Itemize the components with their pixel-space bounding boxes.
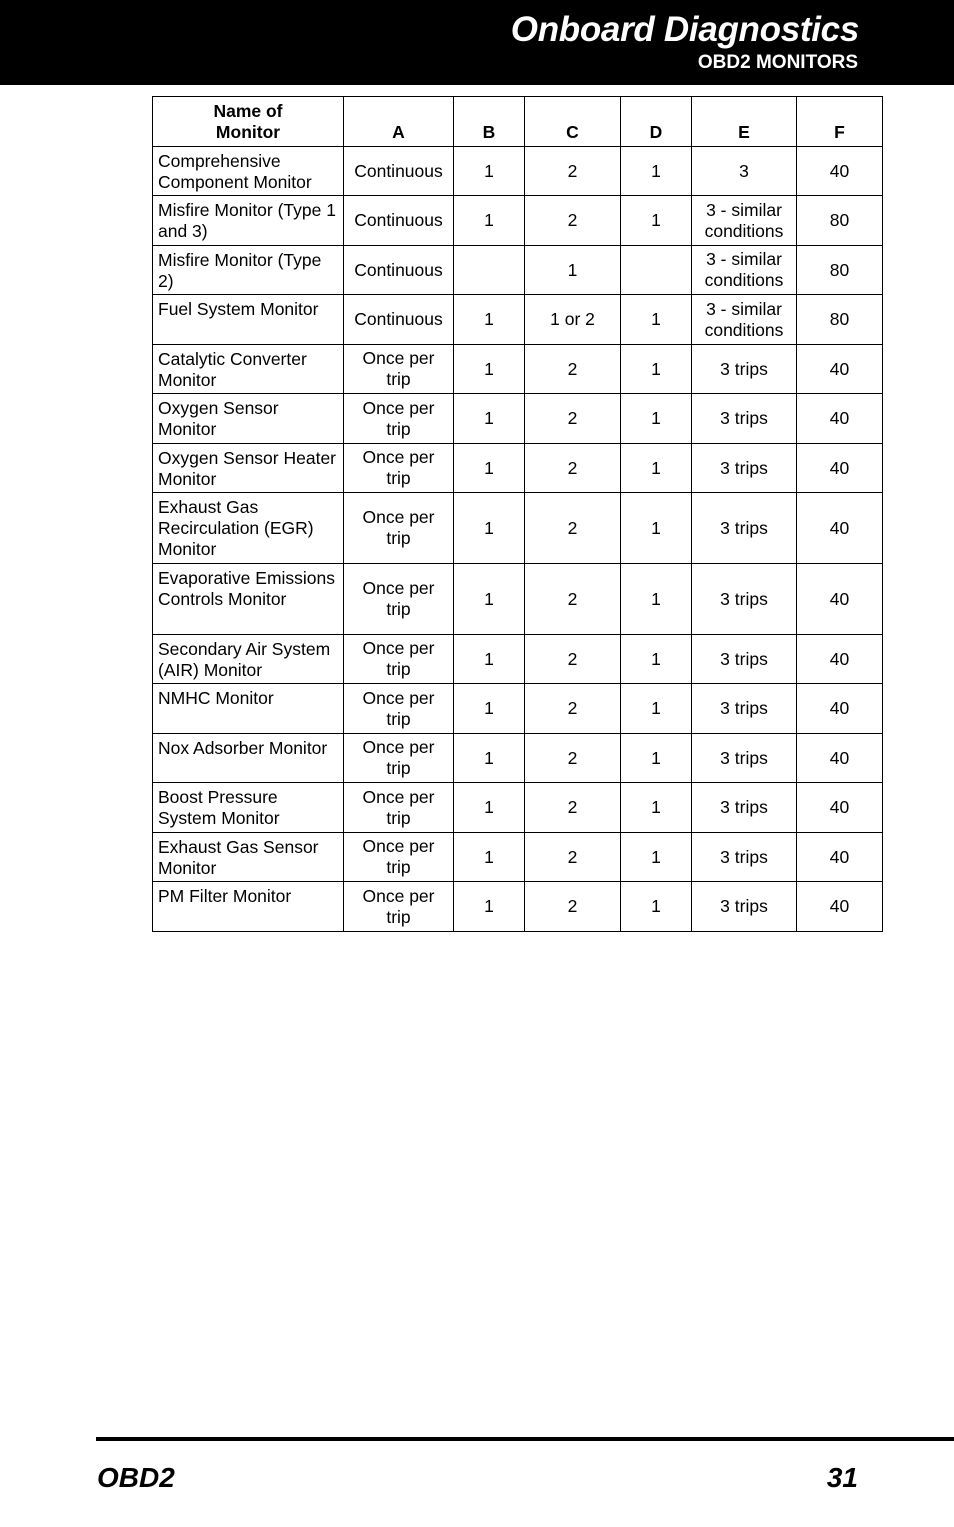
cell-monitor-name: Catalytic Converter Monitor	[153, 345, 344, 394]
table-row	[153, 684, 883, 734]
cell-col-e: 3 trips	[692, 684, 797, 734]
cell-col-e: 3 trips	[692, 493, 797, 564]
cell-col-d	[621, 246, 692, 295]
cell-col-b	[454, 246, 525, 295]
cell-col-c: 2	[525, 394, 621, 444]
cell-col-c: 2	[525, 564, 621, 635]
cell-col-e: 3 trips	[692, 564, 797, 635]
cell-col-b: 1	[454, 345, 525, 394]
cell-monitor-name: Oxygen Sensor Monitor	[153, 394, 344, 444]
footer-label: OBD2	[97, 1462, 175, 1493]
cell-col-d: 1	[621, 882, 692, 932]
column-header-c: C	[525, 97, 621, 147]
cell-col-b: 1	[454, 493, 525, 564]
table-row	[153, 196, 883, 246]
table-row	[153, 493, 883, 564]
cell-col-c: 1 or 2	[525, 295, 621, 345]
cell-col-e: 3 trips	[692, 882, 797, 932]
cell-col-d: 1	[621, 394, 692, 444]
table-row	[153, 734, 883, 783]
page-title: Onboard Diagnostics	[510, 10, 859, 49]
cell-monitor-name: Boost Pressure System Monitor	[153, 783, 344, 833]
column-header-d: D	[621, 97, 692, 147]
cell-col-b: 1	[454, 635, 525, 684]
cell-col-b: 1	[454, 734, 525, 783]
table-row	[153, 783, 883, 833]
cell-monitor-name: Nox Adsorber Monitor	[153, 734, 344, 783]
cell-col-c: 2	[525, 635, 621, 684]
cell-col-b: 1	[454, 444, 525, 493]
cell-col-a: Once per trip	[344, 635, 454, 684]
cell-monitor-name: Secondary Air System (AIR) Monitor	[153, 635, 344, 684]
cell-col-a: Once per trip	[344, 493, 454, 564]
cell-col-e: 3 - similar conditions	[692, 196, 797, 246]
cell-col-b: 1	[454, 295, 525, 345]
cell-col-f: 40	[797, 564, 883, 635]
cell-col-f: 40	[797, 882, 883, 932]
cell-col-b: 1	[454, 564, 525, 635]
table-row	[153, 295, 883, 345]
cell-monitor-name: Fuel System Monitor	[153, 295, 344, 345]
column-header-f: F	[797, 97, 883, 147]
cell-col-a: Once per trip	[344, 734, 454, 783]
cell-col-a: Once per trip	[344, 444, 454, 493]
table-row	[153, 394, 883, 444]
monitors-table	[152, 96, 883, 932]
cell-monitor-name: Evaporative Emissions Controls Monitor	[153, 564, 344, 635]
cell-col-e: 3 trips	[692, 833, 797, 882]
cell-col-e: 3 trips	[692, 783, 797, 833]
cell-col-a: Continuous	[344, 196, 454, 246]
cell-col-b: 1	[454, 684, 525, 734]
cell-col-a: Once per trip	[344, 564, 454, 635]
cell-col-d: 1	[621, 345, 692, 394]
cell-col-f: 40	[797, 147, 883, 196]
cell-col-a: Continuous	[344, 246, 454, 295]
table-row	[153, 564, 883, 635]
cell-col-e: 3 trips	[692, 635, 797, 684]
cell-col-f: 40	[797, 345, 883, 394]
cell-col-e: 3 - similar conditions	[692, 295, 797, 345]
cell-col-c: 2	[525, 882, 621, 932]
cell-col-e: 3 trips	[692, 444, 797, 493]
cell-col-e: 3 trips	[692, 345, 797, 394]
cell-col-d: 1	[621, 833, 692, 882]
cell-col-d: 1	[621, 783, 692, 833]
cell-col-a: Once per trip	[344, 833, 454, 882]
cell-monitor-name: NMHC Monitor	[153, 684, 344, 734]
column-header-b: B	[454, 97, 525, 147]
cell-col-d: 1	[621, 734, 692, 783]
cell-col-c: 2	[525, 147, 621, 196]
cell-monitor-name: Misfire Monitor (Type 1 and 3)	[153, 196, 344, 246]
table-row	[153, 246, 883, 295]
cell-monitor-name: Comprehensive Component Monitor	[153, 147, 344, 196]
cell-col-c: 2	[525, 345, 621, 394]
cell-col-f: 80	[797, 295, 883, 345]
cell-col-c: 2	[525, 833, 621, 882]
cell-col-b: 1	[454, 196, 525, 246]
cell-col-f: 40	[797, 635, 883, 684]
cell-col-d: 1	[621, 564, 692, 635]
cell-col-c: 2	[525, 444, 621, 493]
cell-col-d: 1	[621, 147, 692, 196]
cell-col-d: 1	[621, 684, 692, 734]
cell-col-a: Once per trip	[344, 783, 454, 833]
cell-col-a: Once per trip	[344, 684, 454, 734]
cell-col-f: 40	[797, 833, 883, 882]
table-row	[153, 833, 883, 882]
cell-col-f: 80	[797, 246, 883, 295]
cell-col-b: 1	[454, 882, 525, 932]
column-header-name: Name of Monitor	[153, 97, 344, 147]
cell-col-a: Once per trip	[344, 394, 454, 444]
cell-col-e: 3 trips	[692, 394, 797, 444]
cell-col-f: 40	[797, 394, 883, 444]
cell-col-b: 1	[454, 394, 525, 444]
cell-col-f: 40	[797, 444, 883, 493]
page-subtitle: OBD2 MONITORS	[697, 52, 858, 73]
cell-col-c: 2	[525, 196, 621, 246]
footer-rule	[96, 1437, 954, 1441]
cell-col-b: 1	[454, 783, 525, 833]
table-header-row	[153, 97, 883, 147]
cell-col-d: 1	[621, 196, 692, 246]
cell-col-d: 1	[621, 635, 692, 684]
cell-col-c: 2	[525, 734, 621, 783]
cell-col-f: 40	[797, 783, 883, 833]
cell-monitor-name: PM Filter Monitor	[153, 882, 344, 932]
column-header-a: A	[344, 97, 454, 147]
cell-col-d: 1	[621, 493, 692, 564]
cell-col-e: 3 - similar conditions	[692, 246, 797, 295]
table-row	[153, 882, 883, 932]
cell-col-e: 3	[692, 147, 797, 196]
table-body	[153, 147, 883, 932]
cell-col-b: 1	[454, 147, 525, 196]
table-row	[153, 444, 883, 493]
cell-col-f: 40	[797, 684, 883, 734]
header-bar	[0, 0, 954, 85]
cell-col-a: Once per trip	[344, 345, 454, 394]
cell-col-d: 1	[621, 444, 692, 493]
cell-col-f: 40	[797, 734, 883, 783]
table-row	[153, 147, 883, 196]
table-row	[153, 345, 883, 394]
table-row	[153, 635, 883, 684]
cell-col-b: 1	[454, 833, 525, 882]
cell-col-a: Once per trip	[344, 882, 454, 932]
column-header-e: E	[692, 97, 797, 147]
cell-col-a: Continuous	[344, 295, 454, 345]
cell-monitor-name: Exhaust Gas Recirculation (EGR) Monitor	[153, 493, 344, 564]
cell-col-c: 2	[525, 493, 621, 564]
cell-monitor-name: Oxygen Sensor Heater Monitor	[153, 444, 344, 493]
cell-col-f: 80	[797, 196, 883, 246]
cell-col-d: 1	[621, 295, 692, 345]
cell-col-c: 2	[525, 783, 621, 833]
cell-col-f: 40	[797, 493, 883, 564]
cell-col-e: 3 trips	[692, 734, 797, 783]
cell-col-c: 2	[525, 684, 621, 734]
cell-col-c: 1	[525, 246, 621, 295]
cell-monitor-name: Misfire Monitor (Type 2)	[153, 246, 344, 295]
page-number: 31	[826, 1462, 858, 1493]
cell-monitor-name: Exhaust Gas Sensor Monitor	[153, 833, 344, 882]
cell-col-a: Continuous	[344, 147, 454, 196]
